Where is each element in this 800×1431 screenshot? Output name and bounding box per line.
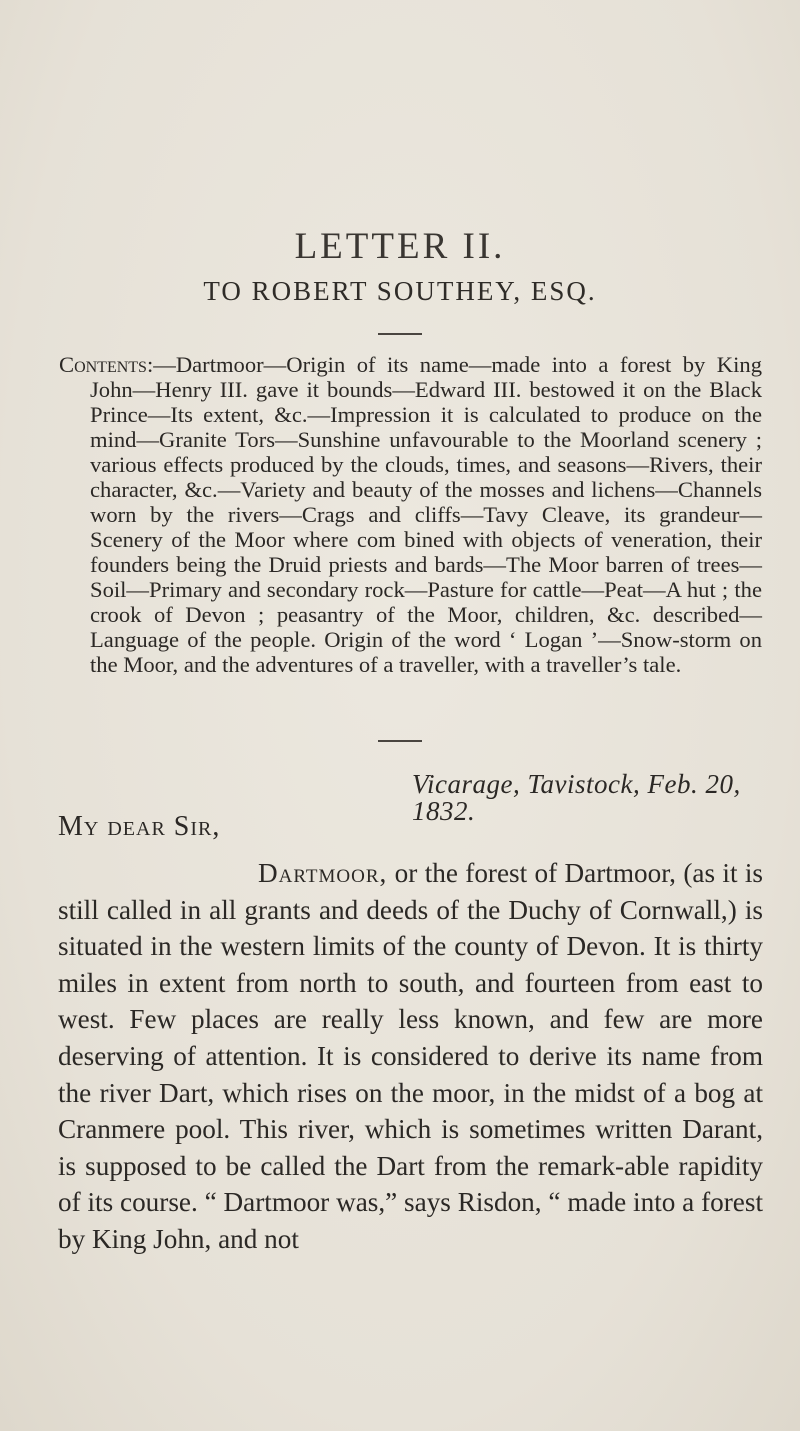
letter-recipient: TO ROBERT SOUTHEY, ESQ. — [203, 276, 597, 306]
contents-text: :—Dartmoor—Origin of its name—made into a forest by King John—Henry III. gave it bounds—Edward III. bestowed it on the Black Prince—Its extent, &c.—Impression it is calculated to produce on the mind—Granite Tors—Sunshine unfavourable to the Moorland scenery ; various effects produced by the clouds, times, and seasons—Rivers, their character, &c.—Variety and beauty of the mosses and lichens—Channels worn by the rivers—Crags and cliffs—Tavy Cleave, its grandeur—Scenery of the Moor where com bined with objects of veneration, their founders being the Druid priests and bards—The Moor barren of trees—Soil—Primary and secondary rock—Pasture for cattle—Peat—A hut ; the crook of Devon ; peasantry of the Moor, children, &c. described—Language of the people. Origin of the word ‘ Logan ’—Snow-storm on the Moor, and the adventures of a traveller, with a traveller’s tale. — [90, 352, 762, 677]
letter-body — [58, 855, 763, 1258]
contents-summary — [59, 352, 762, 677]
divider-bottom — [378, 740, 422, 742]
body-lead-word: Dartmoor, — [258, 858, 388, 888]
body-paragraph: or the forest of Dartmoor, (as it is still called in all grants and deeds of the Duchy of Cornwall,) is situated in the western limits of the county of Devon. It is thirty miles in extent from north to south, and fourteen from east to west. Few places are really less known, and few are more deserving of attention. It is considered to derive its name from the river Dart, which rises on the moor, in the midst of a bog at Cranmere pool. This river, which is sometimes written Darant, is supposed to be called the Dart from the remark-able rapidity of its course. “ Dartmoor was,” says Risdon, “ made into a forest by King John, and not — [58, 858, 763, 1254]
letter-title: LETTER II. — [294, 226, 506, 267]
contents-label: Contents — [59, 352, 147, 377]
salutation: My dear Sir, — [58, 811, 221, 842]
divider-top — [378, 333, 422, 335]
dateline: Vicarage, Tavistock, Feb. 20, 1832. — [412, 769, 741, 826]
